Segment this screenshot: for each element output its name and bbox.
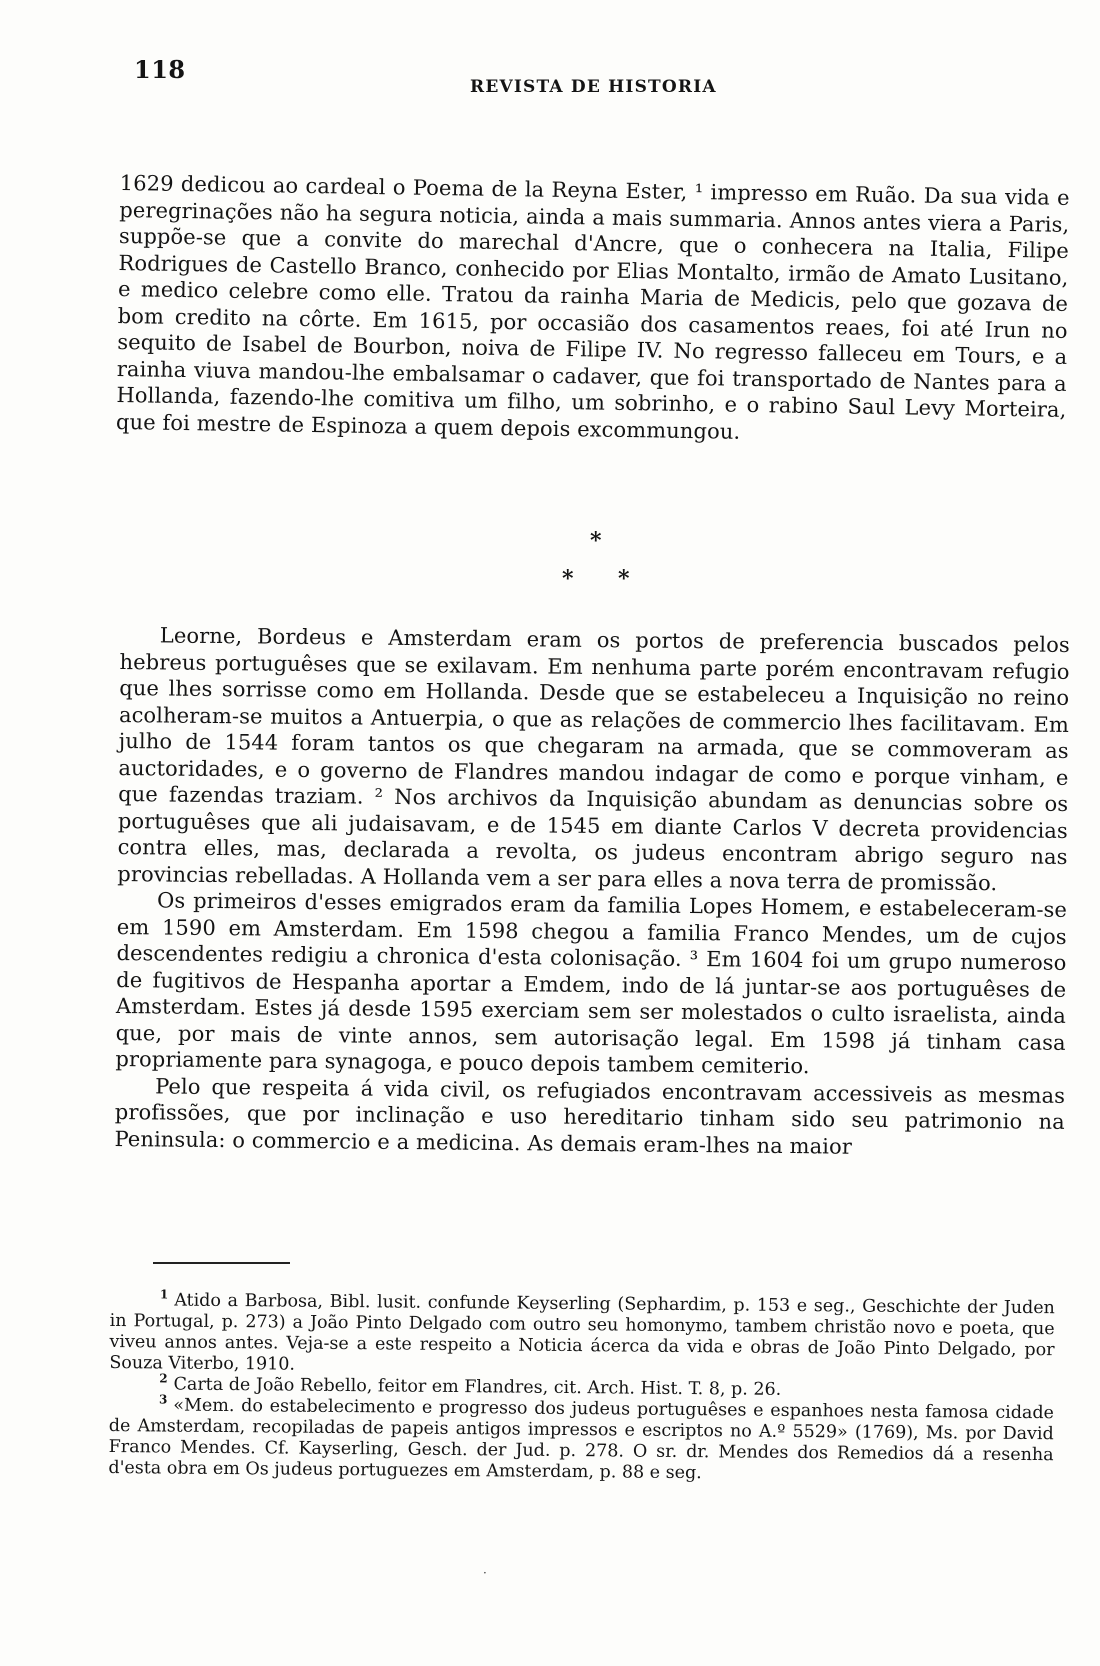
footnote: [108, 1392, 1055, 1487]
section-1-text: [116, 170, 1070, 450]
footnote-text: Carta de João Rebello, feitor em Flandres, cit. Arch. Hist. T. 8, p. 26.: [173, 1374, 782, 1400]
paragraph: Pelo que respeita á vida civil, os refugiados encontravam accessiveis as mesmas profissões, que por inclinação e uso hereditario tinham sido seu patrimonio na Peninsula: o commercio e a medicina. As demais eram-lhes na maior: [114, 1073, 1066, 1159]
paragraph: 1629 dedicou ao cardeal o Poema de la Reyna Ester, ¹ impresso em Ruão. Da sua vida e peregrinações não ha segura noticia, ainda a mais summaria. Annos antes viera a Paris, suppõe-se que a convite do marechal d'Ancre, que o conhecera na Italia, Filipe Rodrigues de Castello Branco, conhecido por Elias Montalto, irmão de Amato Lusitano, e medico celebre como elle. Tratou da rainha Maria de Medicis, pelo que gozava de bom credito na côrte. Em 1615, por occasião dos casamentos reaes, foi até Irun no sequito de Isabel de Bourbon, noiva de Filipe IV. No regresso falleceu em Tours, e a rainha viuva mandou-lhe embalsamar o cadaver, que foi transportado de Nantes para a Hollanda, fazendo-lhe comitiva um filho, um sobrinho, e o rabino Saul Levy Morteira, que foi mestre de Espinoza a quem depois excommungou.: [115, 170, 1070, 444]
asterism-star: *: [618, 566, 630, 592]
footnote-divider: [153, 1262, 290, 1264]
page-number: 118: [134, 55, 186, 84]
asterism-star: *: [590, 528, 602, 554]
footnotes: [108, 1287, 1055, 1487]
asterism-separator: [540, 528, 640, 592]
footnote-marker: 2: [159, 1371, 168, 1386]
footnote: [109, 1287, 1055, 1382]
print-speck: ·: [483, 1566, 487, 1580]
footnote-marker: 3: [158, 1392, 168, 1407]
footnote-text: «Mem. do estabelecimento e progresso dos judeus portuguêses e espanhoes nesta famosa cidade de Amsterdam, recopiladas de papeis antigos impressos e escriptos no A.º 5529» (1769), Ms. por David Franco Mendes. Cf. Kayserling, Gesch. der Jud. p. 278. O sr. dr. Mendes dos Remedios dá a resenha d'esta obra em Os judeus portuguezes em Amsterdam, p. 88 e seg.: [108, 1395, 1055, 1484]
asterism-star: *: [562, 566, 574, 592]
paragraph: Os primeiros d'esses emigrados eram da familia Lopes Homem, e estabeleceram-se em 1590 em Amsterdam. Em 1598 chegou a familia Franco Mendes, um de cujos descendentes redigiu a chronica d'esta colonisação. ³ Em 1604 foi um grupo numeroso de fugitivos de Hespanha aportar a Emdem, indo de lá juntar-se aos portuguêses de Amsterdam. Estes já desde 1595 exerciam sem ser molestados o culto israelista, ainda que, por mais de vinte annos, sem autorisação legal. Em 1598 já tinham casa propriamente para synagoga, e pouco depois tambem cemiterio.: [115, 888, 1068, 1079]
footnote-marker: 1: [159, 1287, 169, 1302]
section-2-text: [114, 622, 1069, 1162]
running-title: REVISTA DE HISTORIA: [470, 77, 717, 97]
footnote-text: Atido a Barbosa, Bibl. lusit. confunde Keyserling (Sephardim, p. 153 e seg., Geschichte der Juden in Portugal, p. 273) a João Pinto Delgado com outro seu homonymo, tambem christão novo e poeta, que viveu annos antes. Veja-se a este respeito a Noticia ácerca da vida e obras de João Pinto Delgado, por Souza Viterbo, 1910.: [109, 1290, 1055, 1375]
paragraph: Leorne, Bordeus e Amsterdam eram os portos de preferencia buscados pelos hebreus portuguêses que se exilavam. Em nenhuma parte porém encontravam refugio que lhes sorrisse como em Hollanda. Desde que se estabeleceu a Inquisição no reino acolheram-se muitos a Antuerpia, o que as relações de commercio lhes facilitavam. Em julho de 1544 foram tantos os que chegaram na armada, que se commoveram as auctoridades, e o governo de Flandres mandou indagar de como e porque vinham, e que fazendas traziam. ² Nos archivos da Inquisição abundam as denuncias sobre os portuguêses que ali judaisavam, e de 1545 em diante Carlos V decreta providencias contra elles, mas, declarada a revolta, os judeus encontram abrigo seguro nas provincias rebelladas. A Hollanda vem a ser para elles a nova terra de promissão.: [117, 623, 1070, 895]
